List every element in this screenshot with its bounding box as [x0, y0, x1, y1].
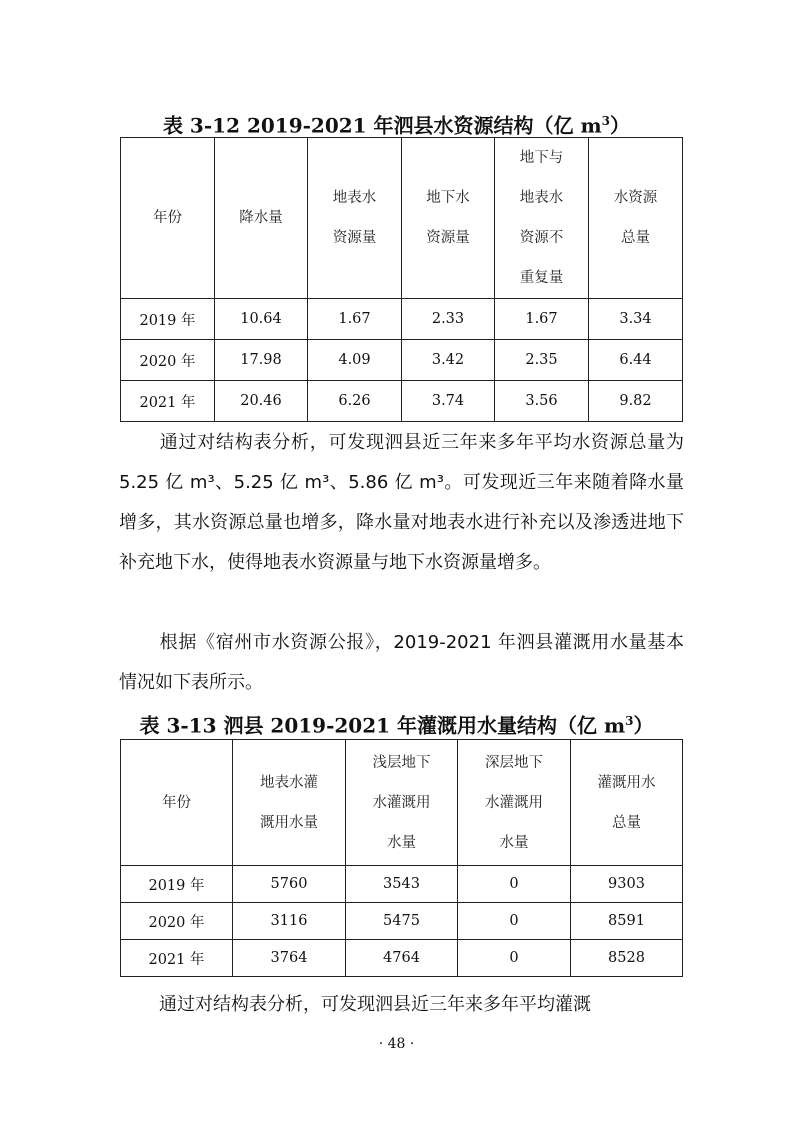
- table1-caption-end: ）: [610, 113, 631, 138]
- table-cell: 0: [458, 940, 571, 977]
- header-text: 水资源: [613, 190, 658, 206]
- table2-header-row: [121, 740, 683, 866]
- table-row: [121, 940, 683, 977]
- table-cell: 2020 年: [121, 903, 233, 940]
- header-text: 水灌溉用: [485, 794, 543, 811]
- paragraph-text: 通过对结构表分析，可发现泗县近三年来多年平均灌溉: [159, 994, 591, 1015]
- table-cell: 4764: [346, 940, 458, 977]
- table-row: [121, 903, 683, 940]
- header-text: 地下与: [519, 150, 564, 166]
- table-cell: 5760: [233, 866, 346, 903]
- analysis-paragraph-2: [119, 985, 684, 1025]
- table1-header-row: [121, 138, 683, 299]
- table1-header-cell: [402, 138, 495, 299]
- header-text: 总量: [612, 814, 641, 831]
- table-cell: 3.42: [402, 340, 495, 381]
- table2-caption-text: 表 3-13 泗县 2019-2021 年灌溉用水量结构（亿 m: [139, 713, 626, 738]
- page-number: · 48 ·: [378, 1036, 415, 1052]
- header-text: 重复量: [519, 270, 564, 286]
- table-cell: 2019 年: [121, 299, 215, 340]
- table-row: [121, 299, 683, 340]
- table-cell: 1.67: [495, 299, 589, 340]
- header-text: 地表水: [332, 190, 377, 206]
- table-cell: 5475: [346, 903, 458, 940]
- source-paragraph: [119, 623, 684, 703]
- paragraph-text: 通过对结构表分析，可发现泗县近三年来多年平均水资源总量为 5.25 亿 m³、5.25 亿 m³、5.86 亿 m³。可发现近三年来随着降水量增多，其水资源总量也增多，降水量对地表水进行补充以及渗透进地下补充地下水，使得地表水资源量与地下水资源量增多。: [119, 432, 684, 573]
- table-cell: 0: [458, 866, 571, 903]
- table1-caption-text: 表 3-12 2019-2021 年泗县水资源结构（亿 m: [162, 113, 602, 138]
- paragraph-text: 根据《宿州市水资源公报》，2019-2021 年泗县灌溉用水量基本情况如下表所示。: [119, 632, 684, 693]
- table1-header-cell: [121, 138, 215, 299]
- table2-header-cell: [346, 740, 458, 866]
- table-cell: 8528: [571, 940, 683, 977]
- table1-header-cell: [215, 138, 308, 299]
- table2-header-cell: [121, 740, 233, 866]
- table-cell: 3116: [233, 903, 346, 940]
- analysis-paragraph-1: [119, 423, 684, 583]
- table-cell: 4.09: [308, 340, 402, 381]
- table-cell: 2021 年: [121, 940, 233, 977]
- table2-header-cell: [233, 740, 346, 866]
- header-text: 资源不: [519, 230, 564, 246]
- water-resources-table: [120, 137, 683, 422]
- table-cell: 3.74: [402, 381, 495, 422]
- table-cell: 2020 年: [121, 340, 215, 381]
- table-cell: 20.46: [215, 381, 308, 422]
- table2-caption: [0, 708, 793, 739]
- table-cell: 10.64: [215, 299, 308, 340]
- header-text: 深层地下: [485, 754, 543, 771]
- table-row: [121, 381, 683, 422]
- table-row: [121, 866, 683, 903]
- table1-header-cell: [495, 138, 589, 299]
- header-text: 资源量: [332, 230, 377, 246]
- table1-caption-sup: 3: [601, 114, 611, 128]
- table-cell: 2.35: [495, 340, 589, 381]
- table-cell: 0: [458, 903, 571, 940]
- header-text: 水量: [499, 834, 529, 851]
- header-text: 资源量: [426, 230, 470, 246]
- table-cell: 6.26: [308, 381, 402, 422]
- header-text: 溉用水量: [260, 814, 318, 831]
- irrigation-water-table: [120, 739, 683, 977]
- header-text: 浅层地下: [372, 754, 431, 771]
- header-text: 地表水: [519, 190, 564, 206]
- header-text: 水量: [387, 834, 416, 851]
- table-cell: 9303: [571, 866, 683, 903]
- table1-header-cell: [589, 138, 683, 299]
- table-cell: 6.44: [589, 340, 683, 381]
- table-cell: 2021 年: [121, 381, 215, 422]
- table1-caption: [0, 108, 793, 139]
- header-text: 水灌溉用: [372, 794, 431, 811]
- table2-caption-sup: 3: [625, 714, 634, 728]
- table-cell: 8591: [571, 903, 683, 940]
- table-cell: 3764: [233, 940, 346, 977]
- table-cell: 2.33: [402, 299, 495, 340]
- table-cell: 2019 年: [121, 866, 233, 903]
- table-cell: 1.67: [308, 299, 402, 340]
- table-cell: 17.98: [215, 340, 308, 381]
- table1-header-cell: [308, 138, 402, 299]
- table-row: [121, 340, 683, 381]
- header-text: 年份: [153, 210, 182, 226]
- header-text: 年份: [162, 794, 191, 811]
- header-text: 灌溉用水: [597, 774, 656, 791]
- table2-caption-end: ）: [633, 713, 654, 738]
- table-cell: 3543: [346, 866, 458, 903]
- header-text: 总量: [621, 230, 650, 246]
- header-text: 降水量: [239, 210, 283, 226]
- table2-header-cell: [458, 740, 571, 866]
- header-text: 地下水: [426, 190, 470, 206]
- table-cell: 9.82: [589, 381, 683, 422]
- table-cell: 3.34: [589, 299, 683, 340]
- table-cell: 3.56: [495, 381, 589, 422]
- table2-header-cell: [571, 740, 683, 866]
- header-text: 地表水灌: [260, 774, 318, 791]
